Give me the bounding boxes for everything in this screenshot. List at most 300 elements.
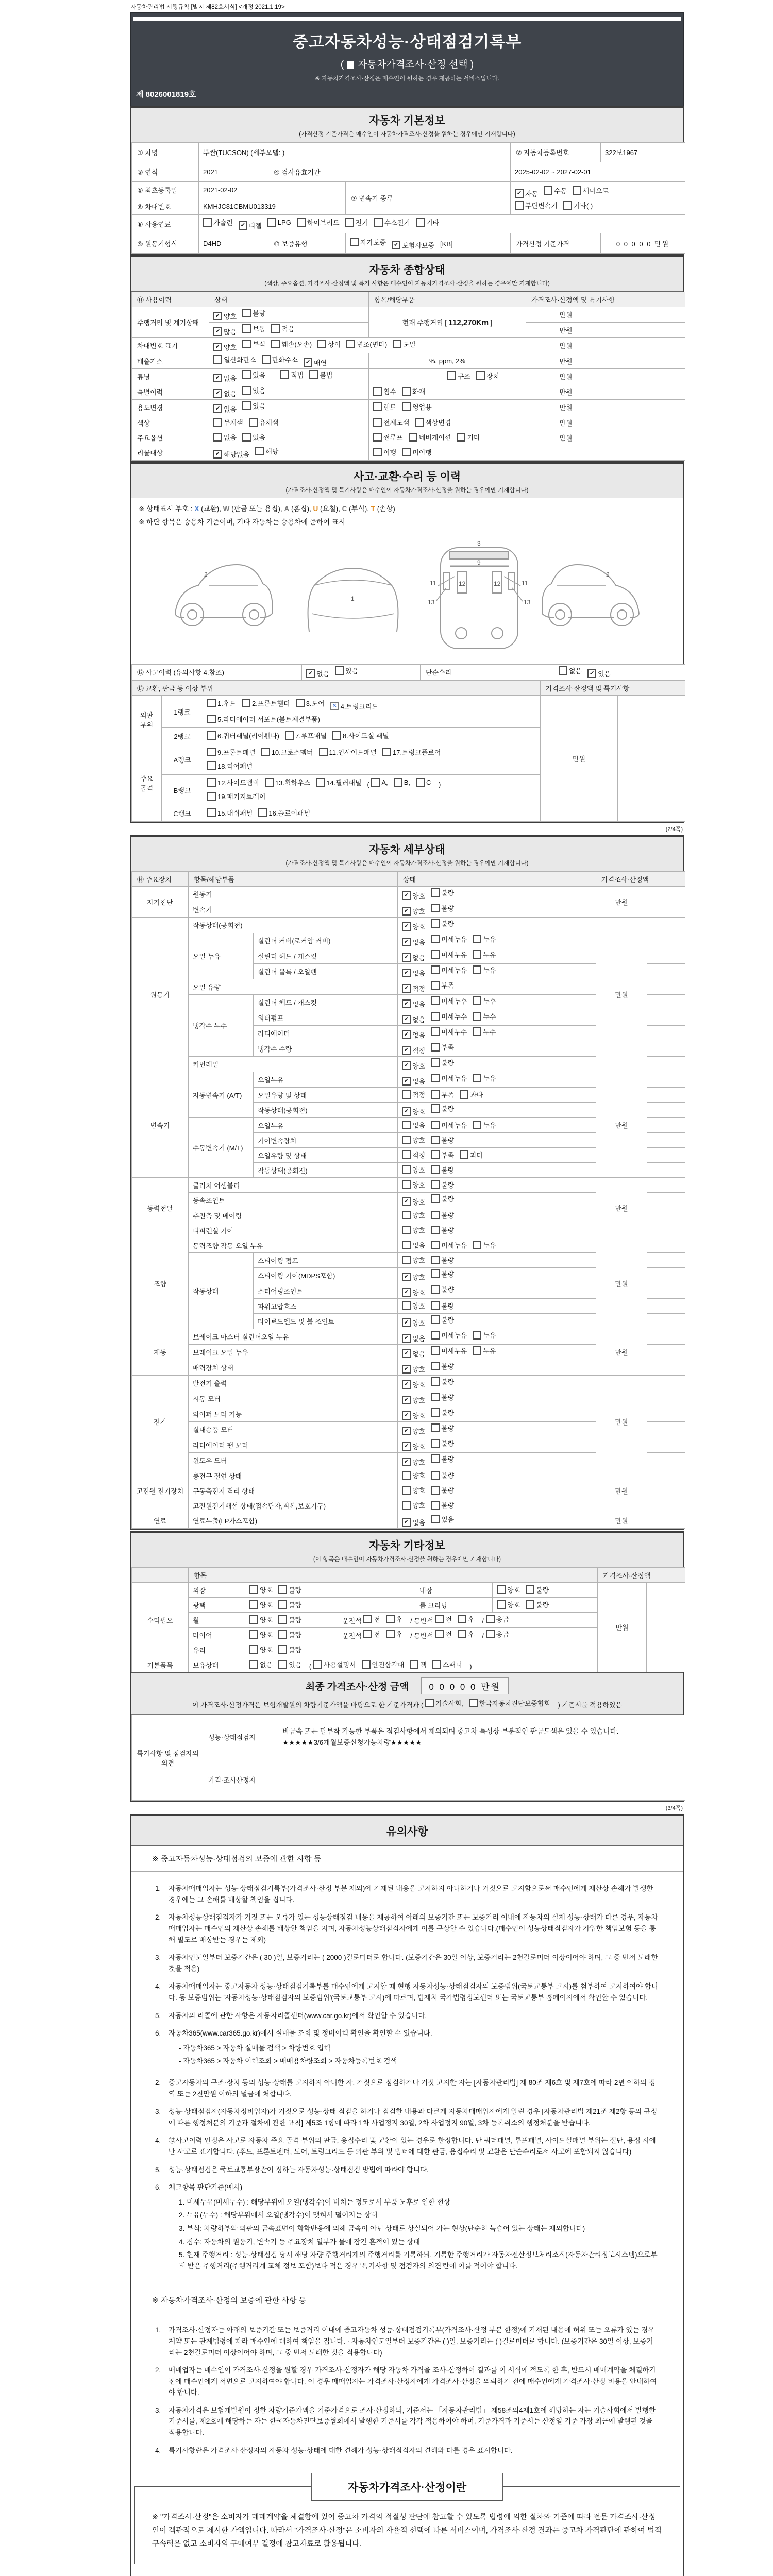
checkbox-option[interactable] xyxy=(242,324,265,333)
checkbox-option[interactable] xyxy=(309,370,332,380)
checkbox-option[interactable] xyxy=(431,1330,467,1340)
checkbox-option[interactable] xyxy=(207,808,253,818)
checkbox-icon[interactable] xyxy=(207,761,216,770)
checkbox-option[interactable] xyxy=(486,1614,509,1624)
checkbox-option[interactable] xyxy=(473,950,496,959)
checkbox-icon[interactable] xyxy=(373,448,382,456)
checkbox-icon[interactable] xyxy=(386,1615,395,1623)
checkbox-icon[interactable] xyxy=(431,935,440,943)
checkbox-icon[interactable] xyxy=(402,1226,411,1234)
checkbox-icon[interactable] xyxy=(242,370,251,379)
checkbox-icon[interactable] xyxy=(402,1501,411,1510)
checkbox-option[interactable] xyxy=(258,808,310,818)
checkbox-option[interactable] xyxy=(313,1659,356,1669)
checkbox-option[interactable] xyxy=(431,1470,454,1480)
checkbox-icon[interactable] xyxy=(515,201,524,210)
checkbox-icon[interactable] xyxy=(249,1645,258,1654)
checkbox-icon[interactable] xyxy=(563,201,572,210)
checkbox-icon[interactable] xyxy=(435,1630,444,1638)
checkbox-icon[interactable] xyxy=(431,1346,440,1355)
checkbox-option[interactable] xyxy=(402,1197,425,1207)
checkbox-icon[interactable] xyxy=(573,186,581,195)
checkbox-option[interactable] xyxy=(431,1392,454,1402)
checkbox-icon[interactable] xyxy=(431,1027,440,1036)
checkbox-icon[interactable] xyxy=(497,1585,506,1594)
checkbox-icon[interactable] xyxy=(271,340,280,348)
checkbox-option[interactable] xyxy=(271,339,312,349)
checkbox-option[interactable] xyxy=(458,1629,475,1639)
checkbox-icon[interactable] xyxy=(486,1630,495,1638)
checkbox-icon[interactable] xyxy=(431,1012,440,1021)
checkbox-option[interactable] xyxy=(271,324,294,333)
checkbox-icon[interactable] xyxy=(431,981,440,990)
checkbox-icon[interactable]: ✔ xyxy=(213,327,222,336)
checkbox-icon[interactable] xyxy=(249,1600,258,1609)
checkbox-icon[interactable] xyxy=(249,1585,258,1594)
checkbox-icon[interactable] xyxy=(473,1074,481,1082)
checkbox-icon[interactable]: ✔ xyxy=(402,1427,411,1435)
checkbox-icon[interactable] xyxy=(526,1600,534,1609)
checkbox-option[interactable] xyxy=(213,388,237,398)
checkbox-option[interactable] xyxy=(402,1301,425,1311)
checkbox-icon[interactable] xyxy=(431,965,440,974)
checkbox-option[interactable] xyxy=(402,1240,425,1250)
checkbox-icon[interactable] xyxy=(431,996,440,1005)
checkbox-icon[interactable]: ✔ xyxy=(239,221,247,230)
checkbox-option[interactable] xyxy=(416,217,439,227)
checkbox-icon[interactable] xyxy=(402,1136,411,1144)
checkbox-icon[interactable] xyxy=(255,447,264,455)
checkbox-icon[interactable]: ✔ xyxy=(402,891,411,900)
checkbox-option[interactable] xyxy=(473,996,496,1006)
checkbox-option[interactable] xyxy=(213,311,237,321)
checkbox-icon[interactable] xyxy=(402,1211,411,1219)
checkbox-option[interactable] xyxy=(402,1426,425,1436)
checkbox-icon[interactable] xyxy=(431,1362,440,1370)
checkbox-option[interactable] xyxy=(431,1135,454,1145)
checkbox-option[interactable] xyxy=(431,1027,467,1037)
checkbox-option[interactable] xyxy=(431,1042,454,1052)
checkbox-option[interactable] xyxy=(402,1150,425,1160)
checkbox-option[interactable] xyxy=(373,402,396,412)
checkbox-option[interactable] xyxy=(447,371,470,381)
checkbox-icon[interactable] xyxy=(473,1346,481,1355)
checkbox-option[interactable] xyxy=(402,1225,425,1235)
checkbox-option[interactable] xyxy=(346,339,387,349)
checkbox-icon[interactable] xyxy=(544,186,552,195)
checkbox-icon[interactable] xyxy=(207,731,216,740)
checkbox-icon[interactable] xyxy=(431,1315,440,1324)
checkbox-option[interactable] xyxy=(242,401,265,411)
checkbox-icon[interactable]: ✔ xyxy=(402,1030,411,1039)
checkbox-option[interactable] xyxy=(402,1107,425,1116)
checkbox-option[interactable] xyxy=(402,1061,425,1071)
checkbox-option[interactable] xyxy=(473,1120,496,1130)
checkbox-option[interactable] xyxy=(431,1011,467,1021)
checkbox-option[interactable] xyxy=(402,922,425,931)
checkbox-icon[interactable] xyxy=(416,778,425,787)
checkbox-icon[interactable]: ✔ xyxy=(402,969,411,977)
checkbox-icon[interactable] xyxy=(473,996,481,1005)
checkbox-icon[interactable] xyxy=(431,1104,440,1113)
checkbox-option[interactable] xyxy=(402,1255,425,1265)
checkbox-icon[interactable]: ✔ xyxy=(402,1015,411,1024)
checkbox-option[interactable] xyxy=(332,731,389,740)
checkbox-option[interactable] xyxy=(402,402,432,412)
checkbox-option[interactable] xyxy=(249,417,279,427)
checkbox-option[interactable] xyxy=(431,1180,454,1190)
checkbox-option[interactable] xyxy=(402,906,425,916)
checkbox-icon[interactable] xyxy=(431,1165,440,1174)
checkbox-icon[interactable] xyxy=(431,950,440,959)
checkbox-icon[interactable] xyxy=(373,387,382,396)
checkbox-icon[interactable] xyxy=(526,1585,534,1594)
checkbox-option[interactable] xyxy=(207,731,279,740)
checkbox-icon[interactable] xyxy=(278,1615,287,1624)
checkbox-option[interactable] xyxy=(255,446,278,456)
checkbox-icon[interactable]: ✔ xyxy=(402,1411,411,1420)
checkbox-icon[interactable] xyxy=(350,238,359,246)
checkbox-icon[interactable] xyxy=(242,699,250,707)
checkbox-icon[interactable]: ✔ xyxy=(402,1365,411,1374)
checkbox-icon[interactable] xyxy=(319,748,328,756)
checkbox-icon[interactable] xyxy=(278,1630,287,1639)
checkbox-option[interactable] xyxy=(431,903,454,913)
checkbox-icon[interactable] xyxy=(425,1699,434,1707)
checkbox-option[interactable] xyxy=(526,1585,549,1595)
checkbox-option[interactable] xyxy=(559,666,582,675)
checkbox-option[interactable] xyxy=(207,698,236,708)
checkbox-icon[interactable] xyxy=(207,792,216,801)
checkbox-option[interactable] xyxy=(386,1614,403,1624)
checkbox-option[interactable] xyxy=(374,217,410,227)
checkbox-icon[interactable]: ✔ xyxy=(402,1288,411,1297)
checkbox-option[interactable] xyxy=(431,1514,454,1524)
checkbox-option[interactable] xyxy=(431,1454,454,1464)
checkbox-icon[interactable] xyxy=(473,1027,481,1036)
checkbox-option[interactable] xyxy=(473,1073,496,1083)
checkbox-icon[interactable]: ✔ xyxy=(213,374,222,382)
checkbox-option[interactable] xyxy=(431,934,467,944)
checkbox-icon[interactable] xyxy=(402,1090,411,1099)
checkbox-icon[interactable] xyxy=(473,1012,481,1021)
checkbox-icon[interactable] xyxy=(265,778,274,787)
checkbox-option[interactable] xyxy=(402,1045,425,1055)
checkbox-icon[interactable] xyxy=(402,1301,411,1310)
checkbox-icon[interactable] xyxy=(559,666,567,675)
checkbox-option[interactable] xyxy=(213,417,243,427)
checkbox-icon[interactable]: ✔ xyxy=(213,312,222,320)
checkbox-option[interactable] xyxy=(265,777,310,787)
checkbox-icon[interactable] xyxy=(431,1194,440,1203)
checkbox-option[interactable] xyxy=(473,934,496,944)
checkbox-icon[interactable] xyxy=(207,748,216,756)
checkbox-option[interactable] xyxy=(473,1027,496,1037)
checkbox-option[interactable] xyxy=(431,1165,454,1175)
checkbox-option[interactable] xyxy=(431,950,467,959)
checkbox-option[interactable] xyxy=(392,240,434,250)
checkbox-option[interactable] xyxy=(460,1150,483,1160)
checkbox-option[interactable] xyxy=(402,1457,425,1467)
checkbox-icon[interactable] xyxy=(416,218,425,227)
checkbox-option[interactable] xyxy=(431,1346,467,1355)
checkbox-icon[interactable] xyxy=(393,340,401,348)
checkbox-option[interactable] xyxy=(249,1585,273,1595)
checkbox-icon[interactable] xyxy=(373,433,382,442)
checkbox-option[interactable] xyxy=(431,1120,467,1130)
checkbox-icon[interactable] xyxy=(473,950,481,959)
checkbox-icon[interactable]: ✔ xyxy=(213,389,222,398)
checkbox-icon[interactable] xyxy=(271,324,280,333)
checkbox-icon[interactable] xyxy=(460,1090,468,1099)
checkbox-option[interactable] xyxy=(431,996,467,1006)
checkbox-icon[interactable] xyxy=(432,1660,441,1669)
checkbox-icon[interactable]: ✔ xyxy=(402,1318,411,1327)
checkbox-option[interactable] xyxy=(242,385,265,395)
checkbox-icon[interactable] xyxy=(431,1090,440,1099)
checkbox-icon[interactable]: ✔ xyxy=(402,1442,411,1451)
checkbox-icon[interactable] xyxy=(473,1331,481,1340)
checkbox-icon[interactable]: ✔ xyxy=(402,953,411,962)
checkbox-icon[interactable] xyxy=(207,699,216,707)
checkbox-option[interactable] xyxy=(431,965,467,975)
checkbox-icon[interactable] xyxy=(409,433,417,442)
checkbox-icon[interactable] xyxy=(486,1615,495,1623)
checkbox-option[interactable] xyxy=(207,761,253,771)
checkbox-icon[interactable] xyxy=(363,1630,372,1638)
checkbox-icon[interactable] xyxy=(473,1121,481,1129)
checkbox-icon[interactable] xyxy=(431,1439,440,1448)
x-mark-icon[interactable]: ✕ xyxy=(330,702,339,710)
checkbox-icon[interactable] xyxy=(386,1630,395,1638)
checkbox-icon[interactable] xyxy=(402,1121,411,1129)
checkbox-icon[interactable] xyxy=(431,1408,440,1417)
checkbox-option[interactable] xyxy=(402,1442,425,1451)
checkbox-icon[interactable] xyxy=(402,387,411,396)
checkbox-icon[interactable] xyxy=(374,218,383,227)
checkbox-icon[interactable] xyxy=(431,1256,440,1264)
checkbox-option[interactable] xyxy=(304,358,327,367)
checkbox-option[interactable] xyxy=(431,1194,454,1204)
checkbox-option[interactable] xyxy=(363,1614,380,1624)
checkbox-option[interactable] xyxy=(425,1698,463,1708)
checkbox-option[interactable] xyxy=(242,698,290,708)
checkbox-icon[interactable] xyxy=(431,1454,440,1463)
checkbox-option[interactable] xyxy=(458,1614,475,1624)
checkbox-icon[interactable] xyxy=(431,1211,440,1219)
checkbox-icon[interactable] xyxy=(362,1660,371,1669)
checkbox-option[interactable] xyxy=(526,1600,549,1609)
checkbox-option[interactable] xyxy=(261,747,313,757)
checkbox-option[interactable] xyxy=(473,1330,496,1340)
checkbox-icon[interactable] xyxy=(431,1301,440,1310)
checkbox-icon[interactable]: ✔ xyxy=(402,1334,411,1343)
checkbox-option[interactable] xyxy=(402,1180,425,1190)
checkbox-icon[interactable] xyxy=(242,309,251,317)
checkbox-option[interactable] xyxy=(402,1333,425,1343)
checkbox-option[interactable] xyxy=(460,1090,483,1099)
checkbox-icon[interactable] xyxy=(473,965,481,974)
checkbox-icon[interactable] xyxy=(431,1393,440,1401)
checkbox-icon[interactable] xyxy=(382,748,391,756)
checkbox-option[interactable] xyxy=(249,1600,273,1609)
checkbox-option[interactable] xyxy=(486,1629,509,1639)
checkbox-option[interactable] xyxy=(402,1287,425,1297)
checkbox-icon[interactable] xyxy=(207,715,216,723)
checkbox-icon[interactable] xyxy=(458,1630,466,1638)
checkbox-icon[interactable]: ✔ xyxy=(402,1349,411,1358)
checkbox-option[interactable] xyxy=(473,1240,496,1250)
checkbox-option[interactable] xyxy=(393,339,416,349)
checkbox-option[interactable] xyxy=(410,1659,427,1669)
checkbox-icon[interactable] xyxy=(431,1331,440,1340)
checkbox-icon[interactable] xyxy=(458,1615,466,1623)
checkbox-icon[interactable] xyxy=(415,418,424,427)
checkbox-option[interactable] xyxy=(497,1585,520,1595)
checkbox-icon[interactable] xyxy=(335,666,344,675)
checkbox-option[interactable] xyxy=(203,217,233,227)
checkbox-icon[interactable] xyxy=(258,808,267,817)
checkbox-icon[interactable] xyxy=(207,778,216,787)
checkbox-option[interactable] xyxy=(207,714,320,724)
checkbox-icon[interactable] xyxy=(363,1615,372,1623)
checkbox-option[interactable] xyxy=(213,342,237,352)
checkbox-option[interactable] xyxy=(515,200,558,210)
checkbox-icon[interactable] xyxy=(431,1515,440,1523)
checkbox-option[interactable] xyxy=(278,1645,301,1654)
checkbox-icon[interactable] xyxy=(460,1150,468,1159)
checkbox-option[interactable] xyxy=(402,1165,425,1175)
checkbox-option[interactable] xyxy=(435,1629,452,1639)
checkbox-option[interactable] xyxy=(402,1318,425,1328)
checkbox-icon[interactable] xyxy=(278,1600,287,1609)
checkbox-icon[interactable] xyxy=(431,919,440,928)
checkbox-option[interactable] xyxy=(431,1225,454,1235)
checkbox-icon[interactable] xyxy=(249,1615,258,1624)
checkbox-option[interactable] xyxy=(317,339,341,349)
checkbox-icon[interactable]: ✔ xyxy=(402,1380,411,1389)
checkbox-option[interactable] xyxy=(285,731,327,740)
checkbox-option[interactable] xyxy=(249,1630,273,1639)
checkbox-option[interactable] xyxy=(242,339,265,349)
checkbox-icon[interactable] xyxy=(242,433,251,442)
checkbox-option[interactable] xyxy=(431,1377,454,1386)
checkbox-option[interactable] xyxy=(267,218,291,227)
checkbox-option[interactable] xyxy=(431,1315,454,1325)
checkbox-option[interactable] xyxy=(207,777,259,787)
checkbox-icon[interactable] xyxy=(278,1660,287,1669)
checkbox-option[interactable] xyxy=(431,1255,454,1265)
checkbox-option[interactable] xyxy=(431,1090,454,1099)
checkbox-option[interactable] xyxy=(473,1011,496,1021)
checkbox-option[interactable] xyxy=(306,669,329,679)
checkbox-icon[interactable] xyxy=(473,1241,481,1249)
checkbox-icon[interactable] xyxy=(457,433,465,442)
checkbox-icon[interactable] xyxy=(431,1241,440,1249)
checkbox-icon[interactable]: ✔ xyxy=(402,999,411,1008)
checkbox-option[interactable] xyxy=(394,778,410,787)
checkbox-icon[interactable]: ✔ xyxy=(402,1107,411,1116)
checkbox-icon[interactable] xyxy=(317,340,326,348)
checkbox-option[interactable] xyxy=(249,1645,273,1654)
checkbox-option[interactable] xyxy=(573,185,609,195)
checkbox-option[interactable] xyxy=(280,370,304,380)
checkbox-option[interactable] xyxy=(431,1150,454,1160)
checkbox-option[interactable] xyxy=(386,1629,403,1639)
checkbox-option[interactable] xyxy=(402,1349,425,1359)
checkbox-option[interactable] xyxy=(373,417,409,427)
checkbox-icon[interactable]: ✔ xyxy=(304,358,312,367)
checkbox-icon[interactable]: ✔ xyxy=(402,1046,411,1055)
checkbox-option[interactable] xyxy=(431,1240,467,1250)
checkbox-option[interactable] xyxy=(402,1517,425,1527)
checkbox-option[interactable] xyxy=(457,432,480,442)
checkbox-option[interactable] xyxy=(402,1272,425,1282)
checkbox-option[interactable] xyxy=(278,1630,301,1639)
checkbox-option[interactable] xyxy=(431,1269,454,1279)
checkbox-icon[interactable] xyxy=(402,1471,411,1480)
checkbox-option[interactable] xyxy=(402,891,425,901)
checkbox-icon[interactable] xyxy=(371,778,380,787)
checkbox-icon[interactable]: ✔ xyxy=(515,189,524,198)
checkbox-option[interactable] xyxy=(402,968,425,978)
checkbox-icon[interactable] xyxy=(431,1486,440,1495)
checkbox-option[interactable] xyxy=(563,200,593,210)
checkbox-option[interactable] xyxy=(402,1210,425,1220)
checkbox-option[interactable] xyxy=(402,937,425,947)
checkbox-option[interactable] xyxy=(242,308,265,318)
checkbox-icon[interactable] xyxy=(431,1074,440,1082)
checkbox-option[interactable] xyxy=(239,221,262,230)
checkbox-option[interactable] xyxy=(431,1438,454,1448)
checkbox-option[interactable] xyxy=(330,701,379,711)
checkbox-option[interactable] xyxy=(207,747,256,757)
checkbox-option[interactable] xyxy=(402,1014,425,1024)
checkbox-icon[interactable] xyxy=(431,1423,440,1432)
checkbox-option[interactable] xyxy=(402,1135,425,1145)
checkbox-option[interactable] xyxy=(431,919,454,928)
checkbox-option[interactable] xyxy=(296,698,325,708)
checkbox-icon[interactable] xyxy=(402,1486,411,1495)
checkbox-icon[interactable] xyxy=(435,1615,444,1623)
checkbox-option[interactable] xyxy=(278,1585,301,1595)
checkbox-icon[interactable] xyxy=(278,1585,287,1594)
checkbox-option[interactable] xyxy=(402,447,432,457)
checkbox-option[interactable] xyxy=(363,1629,380,1639)
checkbox-option[interactable] xyxy=(278,1600,301,1609)
checkbox-icon[interactable]: ✔ xyxy=(402,1273,411,1281)
checkbox-option[interactable] xyxy=(431,1210,454,1220)
checkbox-option[interactable] xyxy=(402,1380,425,1389)
checkbox-icon[interactable] xyxy=(285,731,294,740)
checkbox-icon[interactable]: ✔ xyxy=(587,669,596,678)
checkbox-icon[interactable] xyxy=(346,340,355,348)
checkbox-option[interactable] xyxy=(402,1485,425,1495)
checkbox-option[interactable] xyxy=(402,1364,425,1374)
checkbox-icon[interactable] xyxy=(280,370,289,379)
checkbox-icon[interactable] xyxy=(402,402,411,411)
checkbox-icon[interactable] xyxy=(431,1058,440,1067)
checkbox-icon[interactable]: ✔ xyxy=(402,1061,411,1070)
checkbox-icon[interactable] xyxy=(203,218,212,227)
checkbox-option[interactable] xyxy=(402,1395,425,1405)
checkbox-option[interactable] xyxy=(431,1423,454,1433)
checkbox-icon[interactable]: ✔ xyxy=(402,922,411,931)
checkbox-option[interactable] xyxy=(402,984,425,993)
checkbox-option[interactable] xyxy=(316,777,361,787)
checkbox-icon[interactable] xyxy=(431,1226,440,1234)
checkbox-icon[interactable] xyxy=(242,386,251,395)
